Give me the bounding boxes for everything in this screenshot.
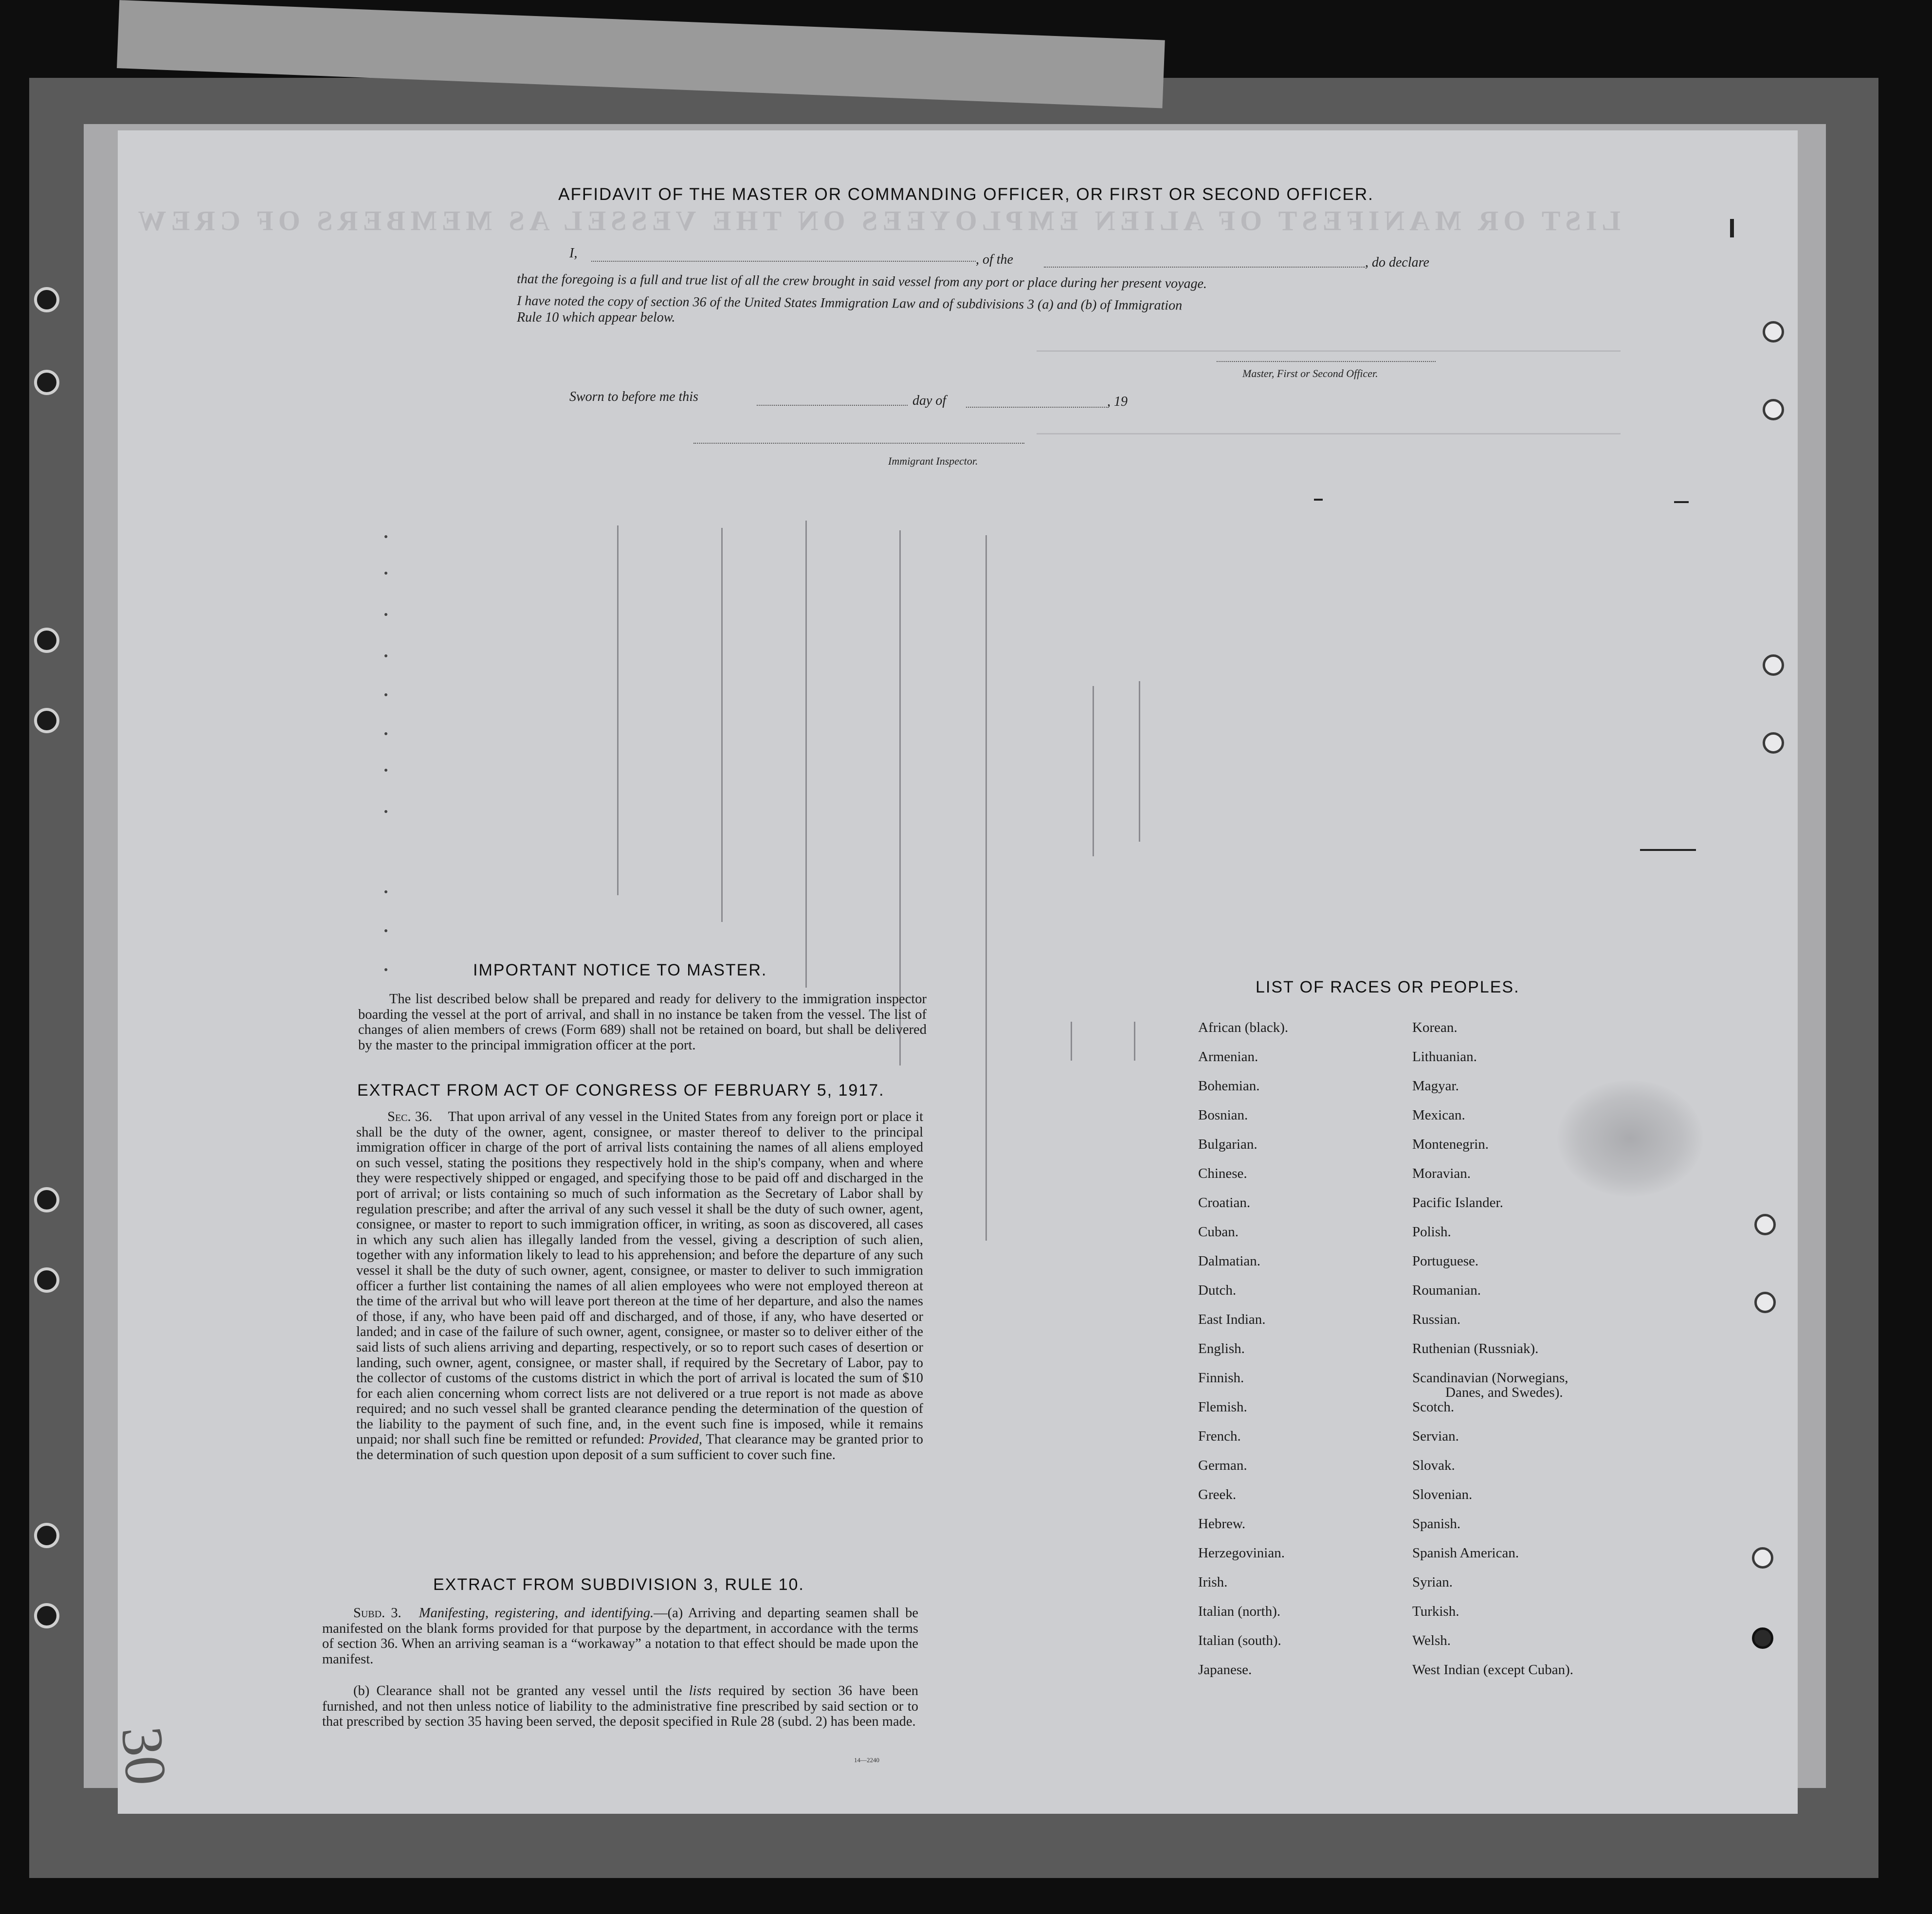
section-36-body: That upon arrival of any vessel in the United States from any foreign port or place it shall be the duty of the owner, agent, consignee, or master thereof to deliver to the principal immigration officer in charge of the port of arrival lists containing the names of all aliens employed on such vessel, stating the positions they respectively hold in the ship's company, when and where they were respectively shipped or engaged, and specifying those to be paid off and discharged in the port of arrival; or lists containing so much of such information as the Secretary of Labor shall by regulation prescribe; and after the arrival of any such vessel it shall be the duty of such owner, agent, consignee, or master to report to such immigration officer, in writing, as soon as discovered, all cases in which any such alien has illegally landed from the vessel, giving a description of such alien, together with any information likely to lead to his apprehension; and before the departure of any such vessel it shall be the duty of such owner, agent, consignee, or master to deliver to such immigration officer a further list containing the names of all alien employees who were not employed thereon at the time of the arrival but who will leave port thereon at the time of her departure, and also the names of those, if any, who have been paid off and discharged, and of those, if any, who have deserted or landed; and in case of the failure of such owner, agent, consignee, or master so to deliver either of the said lists of such aliens arriving and departing, respectively, or so to report such cases of desertion or landing, such owner, agent, consignee, or master shall, if required by the Secretary of Labor, pay to the collector of customs of the customs district in which the port of arrival is located the sum of $10 for each alien concerning whom correct lists are not delivered or a true report is not made as above required; and no such vessel shall be granted clearance pending the determination of the question of the liability to the payment of such fine, and, in the event such fine is imposed, while it remains unpaid; nor shall such fine be remitted or refunded: [356,1109,923,1447]
affidavit-title: AFFIDAVIT OF THE MASTER OR COMMANDING OFFICER, OR FIRST OR SECOND OFFICER. [558,185,1374,204]
race-item: Montenegrin. [1412,1137,1489,1152]
section-36-text [356,1109,923,1463]
race-item: Magyar. [1412,1078,1459,1094]
affidavit-do-declare: , do declare [1365,255,1429,270]
subdivision-a-text [322,1606,918,1667]
race-item-continuation: Danes, and Swedes). [1445,1385,1563,1400]
race-item: Herzegovinian. [1198,1545,1285,1561]
day-of-label: day of [912,393,947,408]
affidavit-line-4: Rule 10 which appear below. [517,310,675,325]
race-item: Pacific Islander. [1412,1195,1503,1210]
extract-rule-title: EXTRACT FROM SUBDIVISION 3, RULE 10. [433,1575,804,1594]
punch-hole [1763,654,1784,676]
pencil-mark: 30 [109,1724,179,1788]
race-item: Mexican. [1412,1107,1465,1123]
lists-word: lists [689,1683,711,1698]
punch-hole [34,628,59,653]
row-dot [384,654,387,657]
subd-para-b-rest: required by section 36 have been furnished, and not then unless notice of liability to the administrative fine prescribed by said section or to that prescribed by section 35 having been served, the deposit specified in Rule 28 (subd. 2) has been made. [322,1683,919,1730]
form-code: 14—2240 [854,1756,879,1764]
races-left-column [1198,1020,1288,1692]
race-item: Polish. [1412,1224,1451,1240]
row-dot [384,732,387,735]
row-dot [384,613,387,616]
races-title: LIST OF RACES OR PEOPLES. [1256,978,1520,996]
bleed-through-rule [985,535,987,1241]
vessel-blank[interactable] [1044,267,1365,268]
race-item: Bosnian. [1198,1107,1248,1123]
ink-mark [1314,499,1323,501]
faded-stamp [1557,1080,1703,1197]
race-item: Croatian. [1198,1195,1251,1210]
race-item: Cuban. [1198,1224,1239,1240]
race-item: Armenian. [1198,1049,1258,1065]
affidavit-line-2: that the foregoing is a full and true list of all the crew brought in said vessel from any port or place during her present voyage. [516,271,1207,291]
row-dot [384,572,387,575]
bleed-through-rule [721,528,723,922]
race-item: Portuguese. [1412,1253,1479,1269]
sworn-label: Sworn to before me this [569,389,698,404]
punch-hole [1754,1214,1776,1235]
race-item: English. [1198,1341,1245,1356]
ink-mark [1640,849,1696,851]
provided-word: Provided, [648,1432,702,1447]
ink-mark [1730,219,1734,237]
punch-hole [1754,1292,1776,1313]
subd-label: Subd. 3. [353,1606,401,1621]
bleed-through-rule [1071,1022,1072,1061]
ink-mark [1674,501,1689,503]
race-item: Japanese. [1198,1662,1252,1678]
affidavit-line-3: I have noted the copy of section 36 of the United States Immigration Law and of subdivisions 3 (a) and (b) of Immigration [516,293,1183,313]
sworn-month-blank[interactable] [966,407,1107,408]
punch-hole [34,1603,59,1628]
race-item: Ruthenian (Russniak). [1412,1341,1539,1356]
race-item: Welsh. [1412,1633,1451,1648]
name-blank[interactable] [591,261,976,262]
punch-hole [1752,1627,1773,1649]
races-right-column [1412,1020,1573,1692]
sworn-day-blank[interactable] [757,405,908,406]
race-item: Dutch. [1198,1282,1237,1298]
row-dot [384,968,387,971]
race-item: French. [1198,1428,1241,1444]
race-item: Scotch. [1412,1399,1455,1415]
bleed-through-rule [899,530,901,1065]
race-item: Chinese. [1198,1166,1247,1181]
race-item: Roumanian. [1412,1282,1481,1298]
race-item: Moravian. [1412,1166,1471,1181]
row-dot [384,693,387,696]
race-item: Slovak. [1412,1458,1455,1473]
punch-hole [1752,1547,1773,1569]
row-dot [384,769,387,772]
row-dot [384,810,387,813]
race-item: West Indian (except Cuban). [1412,1662,1574,1678]
subd-para-b-prefix: (b) Clearance shall not be granted any vessel until the [353,1683,682,1698]
punch-hole [1763,732,1784,754]
bleed-through-line [1037,350,1621,352]
race-item: Bulgarian. [1198,1137,1258,1152]
punch-hole [34,708,59,733]
master-signature-blank[interactable] [1217,361,1436,362]
section-label: Sec. 36. [387,1109,433,1124]
race-item: German. [1198,1458,1247,1473]
race-item: Finnish. [1198,1370,1244,1386]
affidavit-i-label: I, [569,246,578,261]
race-item: Turkish. [1412,1604,1459,1619]
row-dot [384,890,387,893]
race-item: Lithuanian. [1412,1049,1477,1065]
bleed-through-rule [805,521,807,988]
year-prefix: , 19 [1107,394,1128,409]
race-item: Hebrew. [1198,1516,1246,1532]
bleed-through-rule [617,525,619,895]
bleed-through-line [1037,433,1621,434]
race-item: Scandinavian (Norwegians, Danes, and Swedes). [1412,1371,1573,1400]
subdivision-b-text [322,1683,918,1730]
bleed-through-rule [1134,1022,1135,1061]
punch-hole [34,1267,59,1293]
master-signature-label: Master, First or Second Officer. [1242,367,1378,379]
punch-hole [34,370,59,395]
affidavit-of-the: , of the [976,252,1013,267]
race-item: Korean. [1412,1020,1458,1035]
extract-act-title: EXTRACT FROM ACT OF CONGRESS OF FEBRUARY 5, 1917. [357,1081,885,1100]
bleed-through-rule [1093,686,1094,856]
row-dot [384,929,387,932]
bleed-through-heading: LIST OR MANIFEST OF ALIEN EMPLOYEES ON THE VESSEL AS MEMBERS OF CREW [133,205,1621,236]
punch-hole [34,287,59,312]
row-dot [384,535,387,538]
race-item: Italian (south). [1198,1633,1281,1648]
section-36-end: That clearance may be granted prior to the determination of such question upon deposit of a sum sufficient to cover such fine. [356,1432,924,1463]
race-item: Servian. [1412,1428,1459,1444]
race-item: Bohemian. [1198,1078,1260,1094]
punch-hole [34,1187,59,1212]
bleed-through-rule [1139,681,1140,842]
race-item: Russian. [1412,1312,1461,1327]
race-item: Italian (north). [1198,1604,1281,1619]
race-item: Spanish. [1412,1516,1461,1532]
punch-hole [34,1523,59,1548]
race-item: Flemish. [1198,1399,1247,1415]
race-item: African (black). [1198,1020,1289,1035]
race-item: Irish. [1198,1574,1228,1590]
punch-hole [1763,321,1784,343]
race-item: Syrian. [1412,1574,1453,1590]
race-item: Spanish American. [1412,1545,1519,1561]
inspector-label: Immigrant Inspector. [888,455,978,467]
subd-para-a: —(a) Arriving and departing seamen shall be manifested on the blank forms provided for that purpose by the department, in accordance with the terms of section 36. When an arriving seaman is a “workaway” a notation to that effect should be made upon the manifest. [322,1606,919,1667]
subd-heading: Manifesting, registering, and identifying. [419,1606,654,1621]
notice-title: IMPORTANT NOTICE TO MASTER. [473,961,767,979]
notice-body: The list described below shall be prepared and ready for delivery to the immigration inspector boarding the vessel at the port of arrival, and shall in no instance be taken from the vessel. The list of changes of alien members of crews (Form 689) shall not be retained on board, but shall be delivered by the master to the principal immigration officer at the port. [358,992,927,1053]
race-item: Greek. [1198,1487,1237,1502]
race-item: Slovenian. [1412,1487,1473,1502]
race-item: Dalmatian. [1198,1253,1261,1269]
race-item: East Indian. [1198,1312,1266,1327]
punch-hole [1763,399,1784,420]
inspector-signature-blank[interactable] [693,443,1024,444]
